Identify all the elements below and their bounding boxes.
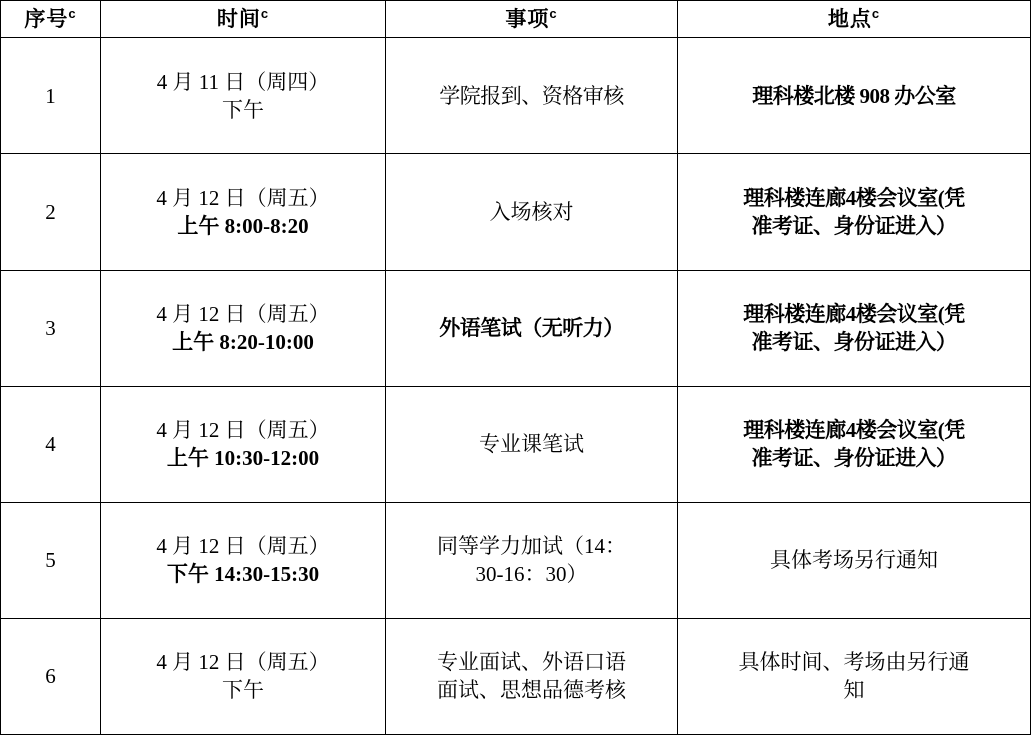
table-header-row	[1, 1, 1031, 38]
row-place-line1: 具体时间、考场由另行通	[738, 650, 970, 675]
annotation-mark: ᴄ	[871, 6, 881, 21]
table-row	[1, 38, 1031, 154]
row-item	[386, 618, 678, 734]
row-number: 1	[1, 38, 101, 154]
row-time-line1: 4 月 11 日（周四）	[156, 69, 330, 94]
row-item	[386, 502, 678, 618]
row-item-line1: 同等学力加试（14：	[437, 533, 626, 558]
table-row	[1, 270, 1031, 386]
column-header-place	[678, 1, 1031, 38]
row-time-line2: 上午 10:30-12:00	[166, 446, 320, 471]
row-place-line1: 理科楼连廊4楼会议室(凭	[743, 417, 965, 442]
row-item-line1: 专业课笔试	[479, 432, 584, 457]
row-number: 2	[1, 154, 101, 270]
table-row	[1, 502, 1031, 618]
table-row	[1, 154, 1031, 270]
row-item-line1: 学院报到、资格审核	[439, 83, 624, 108]
row-time-line1: 4 月 12 日（周五）	[156, 650, 330, 675]
row-place	[678, 38, 1031, 154]
row-item	[386, 154, 678, 270]
row-time-line1: 4 月 12 日（周五）	[156, 301, 330, 326]
annotation-mark: ᴄ	[68, 6, 77, 21]
row-item	[386, 386, 678, 502]
column-header-no-label: 序号	[24, 7, 69, 31]
row-number: 6	[1, 618, 101, 734]
column-header-item-label: 事项	[505, 7, 550, 31]
row-time-line2: 上午 8:20-10:00	[172, 330, 314, 355]
row-time	[101, 154, 386, 270]
row-number: 3	[1, 270, 101, 386]
column-header-no	[1, 1, 101, 38]
row-place-line1: 理科楼连廊4楼会议室(凭	[743, 185, 965, 210]
row-place-line2: 知	[843, 678, 865, 703]
row-time-line2: 下午	[222, 678, 264, 703]
row-time	[101, 502, 386, 618]
table-row	[1, 618, 1031, 734]
row-place-line1: 理科楼连廊4楼会议室(凭	[743, 301, 965, 326]
row-place-line1: 具体考场另行通知	[770, 548, 938, 573]
row-place-line2: 准考证、身份证进入）	[751, 214, 957, 238]
row-time-line2: 上午 8:00-8:20	[177, 214, 309, 238]
row-time	[101, 618, 386, 734]
annotation-mark: ᴄ	[260, 6, 270, 21]
row-item	[386, 270, 678, 386]
row-item-line1: 专业面试、外语口语	[437, 650, 626, 675]
column-header-time	[101, 1, 386, 38]
row-item-line2: 30-16：30）	[475, 562, 588, 587]
row-place	[678, 618, 1031, 734]
row-place-line2: 准考证、身份证进入）	[751, 446, 957, 471]
row-item	[386, 38, 678, 154]
row-number: 5	[1, 502, 101, 618]
row-time	[101, 270, 386, 386]
row-time-line1: 4 月 12 日（周五）	[156, 417, 330, 442]
column-header-time-label: 时间	[216, 7, 261, 31]
row-time-line2: 下午 14:30-15:30	[166, 562, 320, 587]
column-header-place-label: 地点	[827, 7, 872, 31]
row-place-line1: 理科楼北楼 908 办公室	[752, 83, 956, 108]
row-place	[678, 154, 1031, 270]
row-time-line1: 4 月 12 日（周五）	[156, 185, 330, 210]
row-number: 4	[1, 386, 101, 502]
row-place-line2: 准考证、身份证进入）	[751, 330, 957, 355]
row-time	[101, 38, 386, 154]
row-place	[678, 502, 1031, 618]
row-time	[101, 386, 386, 502]
row-place	[678, 270, 1031, 386]
column-header-item	[386, 1, 678, 38]
table-row	[1, 386, 1031, 502]
row-time-line2: 下午	[222, 97, 264, 122]
row-item-line2: 面试、思想品德考核	[437, 678, 626, 703]
row-item-line1: 入场核对	[489, 199, 574, 224]
row-place	[678, 386, 1031, 502]
annotation-mark: ᴄ	[549, 6, 558, 21]
row-item-line1: 外语笔试（无听力）	[439, 315, 624, 340]
row-time-line1: 4 月 12 日（周五）	[156, 533, 330, 558]
